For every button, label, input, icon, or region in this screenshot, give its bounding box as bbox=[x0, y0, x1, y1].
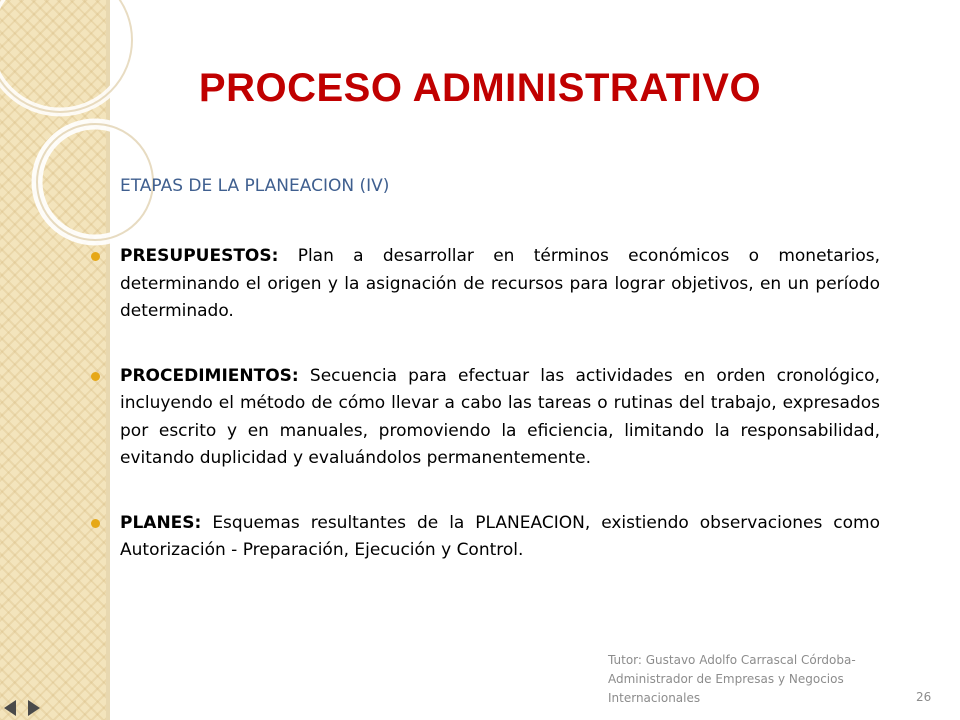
bullet-term: PROCEDIMIENTOS: bbox=[120, 365, 299, 386]
bullet-dot-icon bbox=[91, 519, 100, 528]
ring-decoration bbox=[0, 0, 200, 260]
footer-credit bbox=[608, 651, 908, 708]
bullet-dot-icon bbox=[91, 372, 100, 381]
footer-line: Tutor: Gustavo Adolfo Carrascal Córdoba- bbox=[608, 653, 856, 667]
bullet-list bbox=[120, 243, 880, 565]
list-item-procedimientos bbox=[120, 363, 880, 473]
list-item-presupuestos bbox=[120, 243, 880, 326]
page-number: 26 bbox=[916, 690, 932, 704]
bullet-term: PLANES: bbox=[120, 512, 202, 533]
bullet-term: PRESUPUESTOS: bbox=[120, 246, 279, 266]
arrow-right-icon[interactable] bbox=[28, 700, 40, 716]
bullet-text: Plan a desarrollar en términos económicos o monetarios, determinando el origen y la asignación de recursos para lograr objetivos, en un período determinado. bbox=[120, 246, 880, 321]
arrow-left-icon[interactable] bbox=[4, 700, 16, 716]
list-item-planes bbox=[120, 510, 880, 565]
slide-title: PROCESO ADMINISTRATIVO bbox=[198, 66, 762, 110]
bullet-dot-icon bbox=[91, 252, 100, 261]
slide-subtitle: ETAPAS DE LA PLANEACION (IV) bbox=[120, 176, 390, 196]
bullet-text: Esquemas resultantes de la PLANEACION, existiendo observaciones como Autorización - Preparación, Ejecución y Control. bbox=[120, 512, 880, 560]
footer-line: Internacionales bbox=[608, 691, 701, 705]
bullet-text: Secuencia para efectuar las actividades en orden cronológico, incluyendo el método de cómo llevar a cabo las tareas o rutinas del trabajo, expresados por escrito y en manuales, promoviendo la eficiencia, limitando la responsabilidad, evitando duplicidad y evaluándolos permanentemente. bbox=[120, 365, 880, 468]
footer-line: Administrador de Empresas y Negocios bbox=[608, 672, 844, 686]
